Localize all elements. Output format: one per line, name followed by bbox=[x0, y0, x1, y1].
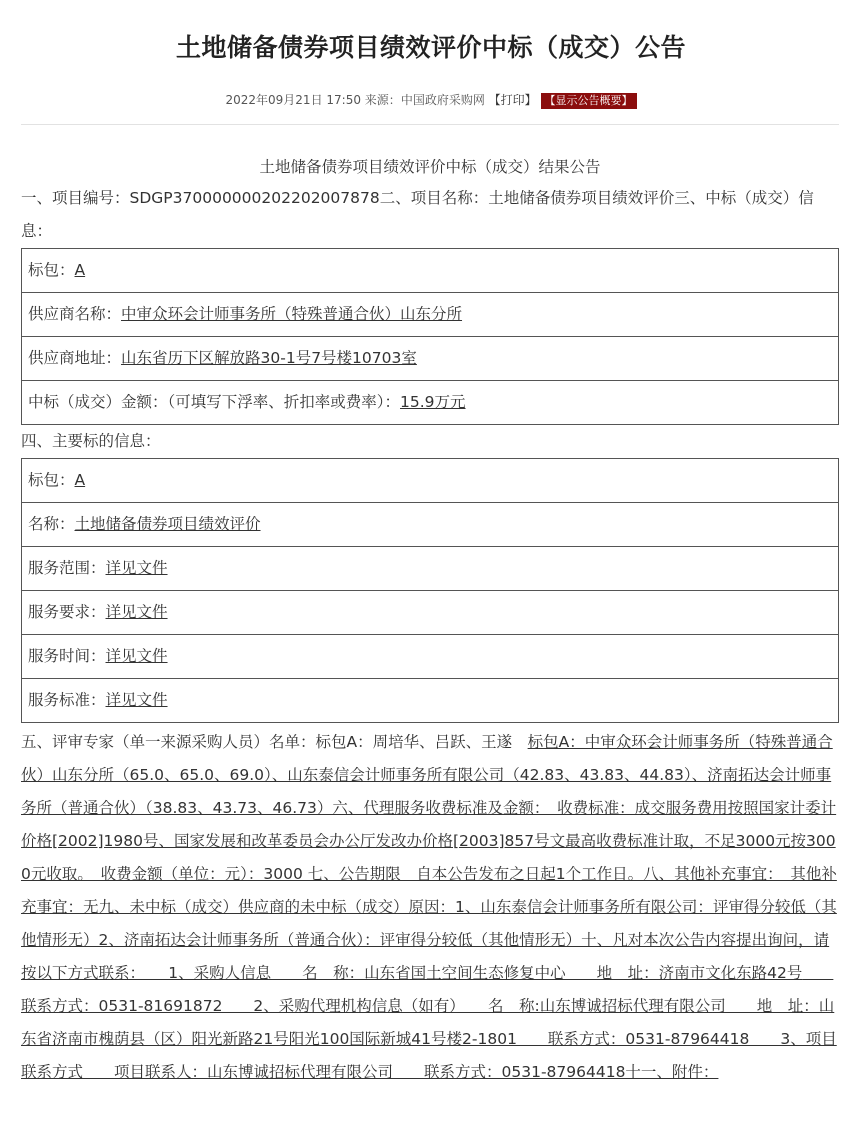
row-label: 服务时间： bbox=[28, 647, 106, 665]
row-value: 土地储备债券项目绩效评价 bbox=[74, 515, 261, 533]
award-row-package bbox=[22, 249, 838, 293]
row-value: 详见文件 bbox=[105, 691, 168, 709]
row-label: 服务标准： bbox=[28, 691, 106, 709]
row-label: 供应商名称： bbox=[28, 305, 122, 323]
subject-row-requirements bbox=[22, 591, 838, 635]
meta-line bbox=[0, 91, 862, 109]
subject-table bbox=[21, 458, 839, 723]
award-row-supplier-address bbox=[22, 337, 838, 381]
publish-datetime: 2022年09月21日 17:50 bbox=[225, 93, 361, 107]
source-link[interactable]: 中国政府采购网 bbox=[400, 93, 485, 107]
row-value: 山东省历下区解放路30-1号7号楼10703室 bbox=[121, 349, 417, 367]
row-label: 中标（成交）金额：（可填写下浮率、折扣率或费率）： bbox=[28, 393, 401, 411]
section-5-plain: 五、评审专家（单一来源采购人员）名单：标包A：周培华、吕跃、王遂 bbox=[21, 733, 528, 751]
show-summary-button[interactable]: 【显示公告概要】 bbox=[541, 93, 637, 109]
row-value: 15.9万元 bbox=[400, 393, 466, 411]
row-value: A bbox=[74, 471, 86, 489]
row-value: 详见文件 bbox=[105, 647, 168, 665]
print-link[interactable]: 【打印】 bbox=[488, 93, 537, 107]
row-value: 详见文件 bbox=[105, 603, 168, 621]
row-label: 标包： bbox=[28, 261, 75, 279]
row-value: 详见文件 bbox=[105, 559, 168, 577]
award-table bbox=[21, 248, 839, 425]
row-label: 标包： bbox=[28, 471, 75, 489]
row-label: 服务要求： bbox=[28, 603, 106, 621]
subject-row-scope bbox=[22, 547, 838, 591]
subject-row-name bbox=[22, 503, 838, 547]
section-1-3-text: 一、项目编号：SDGP370000000202202007878二、项目名称：土地储备债券项目绩效评价三、中标（成交）信息： bbox=[21, 189, 814, 240]
award-row-amount bbox=[22, 381, 838, 425]
section-5-11-text bbox=[21, 726, 839, 1089]
source-label: 来源： bbox=[364, 93, 401, 107]
section-5-details: 标包A：中审众环会计师事务所（特殊普通合伙）山东分所（65.0、65.0、69.0）、山东泰信会计师事务所有限公司（42.83、43.83、44.83）、济南拓达会计师事务所（普通合伙）（38.83、43.73、46.73）六、代理服务收费标准及金额： 收费标准：成交服务费用按照国家计委计价格[2002]1980号、国家发展和改革委员会办公厅发改办价格[2003]857号文最高收费标准计取，不足3000元按3000元收取。 收费金额（单位：元）：3000 七、公告期限 自本公告发布之日起1个工作日。八、其他补充事宜： 其他补充事宜：无九、未中标（成交）供应商的未中标（成交）原因：1、山东泰信会计师事务所有限公司：评审得分较低（其他情形无）2、济南拓达会计师事务所（普通合伙）：评审得分较低（其他情形无）十、凡对本次公告内容提出询问，请按以下方式联系： 1、采购人信息 名 称：山东省国土空间生态修复中心 地 址：济南市文化东路42号 联系方式：0531-81691872 2、采购代理机构信息（如有） 名 称:山东博诚招标代理有限公司 地 址：山东省济南市槐荫县（区）阳光新路21号阳光100国际新城41号楼2-1801 联系方式：0531-87964418 3、项目联系方式 项目联系人：山东博诚招标代理有限公司 联系方式：0531-87964418十一、附件： bbox=[21, 733, 837, 1081]
row-label: 服务范围： bbox=[28, 559, 106, 577]
divider bbox=[21, 124, 839, 125]
notice-subtitle: 土地储备债券项目绩效评价中标（成交）结果公告 bbox=[259, 158, 601, 176]
page-title: 土地储备债券项目绩效评价中标（成交）公告 bbox=[175, 33, 686, 62]
notice-body bbox=[21, 152, 839, 1089]
row-label: 名称： bbox=[28, 515, 75, 533]
subject-row-standard bbox=[22, 679, 838, 723]
row-label: 供应商地址： bbox=[28, 349, 122, 367]
row-value: 中审众环会计师事务所（特殊普通合伙）山东分所 bbox=[121, 305, 463, 323]
row-value: A bbox=[74, 261, 86, 279]
section-4-heading: 四、主要标的信息： bbox=[21, 432, 161, 450]
subject-row-time bbox=[22, 635, 838, 679]
award-row-supplier-name bbox=[22, 293, 838, 337]
subject-row-package bbox=[22, 459, 838, 503]
